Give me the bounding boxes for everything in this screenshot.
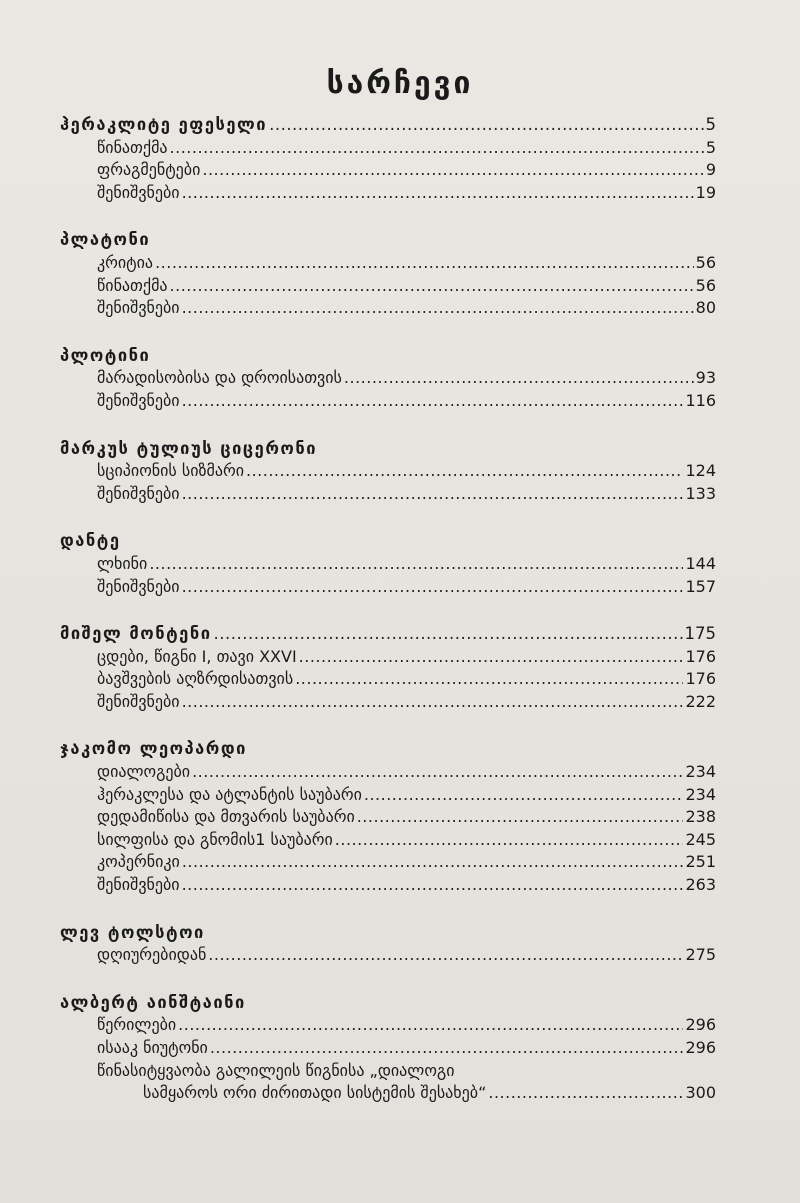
toc-entry (60, 554, 716, 577)
page-number: 175 (684, 624, 716, 644)
page-number: 56 (695, 275, 716, 295)
dot-leader (295, 669, 683, 688)
entry-label: ცდები, წიგნი I, თავი XXVI (97, 646, 297, 666)
dot-leader (182, 577, 684, 596)
entry-label: წინათქმა (97, 275, 168, 295)
entry-label: შენიშვნები (97, 576, 180, 596)
entry-label: შენიშვნები (97, 875, 180, 895)
page-number: 133 (685, 483, 716, 503)
page-number: 9 (705, 160, 716, 180)
toc-entry-continuation (60, 1083, 716, 1106)
toc-entry (60, 692, 716, 715)
dot-leader (488, 1083, 683, 1102)
section-heading (60, 115, 716, 138)
page-number: 296 (685, 1015, 716, 1035)
toc-entry (60, 276, 716, 299)
toc-entry (60, 461, 716, 484)
page-number: 238 (685, 807, 716, 827)
page-number: 234 (685, 762, 716, 782)
section-heading (60, 624, 716, 647)
entry-label: შენიშვნები (97, 298, 180, 318)
dot-leader (178, 1015, 683, 1034)
entry-label: სციპიონის სიზმარი (97, 461, 244, 481)
page-number: 80 (695, 298, 716, 318)
page-number: 157 (685, 576, 716, 596)
page-number: 93 (695, 368, 716, 388)
section-heading-text: ლევ ტოლსტოი (60, 922, 205, 942)
entry-label: შენიშვნები (97, 182, 180, 202)
entry-label: შენიშვნები (97, 483, 180, 503)
dot-leader (149, 554, 683, 573)
toc-section (60, 624, 716, 714)
toc-section (60, 230, 716, 320)
section-heading-text: ჰერაკლიტე ეფესელი (60, 115, 268, 134)
page-number: 176 (685, 669, 716, 689)
dot-leader (208, 945, 683, 964)
page-number: 263 (685, 875, 716, 895)
toc-entry (60, 1061, 716, 1084)
toc-entry (60, 253, 716, 276)
dot-leader (364, 785, 684, 804)
toc-entry (60, 852, 716, 875)
page-number: 234 (685, 784, 716, 804)
entry-label: ლხინი (97, 553, 148, 573)
entry-label-continuation: სამყაროს ორი ძირითადი სისტემის შესახებ“ (143, 1083, 487, 1103)
entry-label: სილფისა და გნომის1 საუბარი (97, 829, 333, 849)
table-of-contents (60, 115, 716, 1131)
section-heading-text: მარკუს ტულიუს ციცერონი (60, 438, 318, 458)
section-heading-text: ჯაკომო ლეოპარდი (60, 739, 247, 759)
toc-entry (60, 484, 716, 507)
toc-entry (60, 160, 716, 183)
entry-label: მარადისობისა და დროისათვის (97, 368, 342, 388)
dot-leader (182, 484, 684, 503)
dot-leader (210, 1038, 684, 1057)
entry-label: შენიშვნები (97, 390, 180, 410)
toc-section (60, 923, 716, 968)
dot-leader (357, 807, 684, 826)
dot-leader (182, 391, 684, 410)
entry-label: ჰერაკლესა და ატლანტის საუბარი (97, 784, 362, 804)
entry-label: ფრაგმენტები (97, 160, 201, 180)
section-heading (60, 531, 716, 554)
toc-section (60, 346, 716, 414)
dot-leader (344, 368, 694, 387)
entry-label: დედამიწისა და მთვარის საუბარი (97, 807, 355, 827)
dot-leader (269, 115, 703, 134)
page-number: 5 (705, 137, 716, 157)
dot-leader (170, 276, 694, 295)
section-heading-text: დანტე (60, 531, 121, 551)
section-heading (60, 439, 716, 462)
dot-leader (170, 138, 704, 157)
toc-section (60, 993, 716, 1106)
toc-entry (60, 945, 716, 968)
page-number: 251 (685, 852, 716, 872)
page-number: 222 (685, 691, 716, 711)
section-heading-text: ალბერტ აინშტაინი (60, 992, 246, 1012)
toc-entry (60, 138, 716, 161)
entry-label: კრიტია (97, 252, 154, 272)
section-heading (60, 346, 716, 369)
dot-leader (182, 852, 684, 871)
dot-leader (299, 647, 684, 666)
dot-leader (202, 160, 703, 179)
dot-leader (246, 461, 683, 480)
toc-entry (60, 1038, 716, 1061)
dot-leader (182, 298, 694, 317)
page-number: 144 (685, 553, 716, 573)
page-number: 5 (705, 115, 716, 134)
page-number: 300 (685, 1083, 716, 1103)
section-heading (60, 230, 716, 253)
toc-entry (60, 830, 716, 853)
toc-section (60, 531, 716, 599)
page-number: 245 (685, 829, 716, 849)
entry-label: დღიურებიდან (97, 945, 207, 965)
page-number: 116 (685, 390, 716, 410)
toc-entry (60, 647, 716, 670)
section-heading-text: პლოტინი (60, 345, 151, 365)
toc-entry (60, 1015, 716, 1038)
section-heading-text: მიშელ მონტენი (60, 624, 212, 644)
toc-section (60, 739, 716, 897)
entry-label: წინასიტყვაობა გალილეის წიგნისა „დიალოგი (97, 1060, 455, 1080)
toc-entry (60, 785, 716, 808)
entry-label: ბავშვების აღზრდისათვის (97, 669, 294, 689)
page-number: 19 (695, 182, 716, 202)
entry-label: შენიშვნები (97, 691, 180, 711)
toc-entry (60, 391, 716, 414)
toc-entry (60, 762, 716, 785)
dot-leader (155, 253, 694, 272)
section-heading (60, 923, 716, 946)
dot-leader (182, 875, 684, 894)
toc-entry (60, 577, 716, 600)
dot-leader (182, 692, 684, 711)
toc-section (60, 115, 716, 205)
toc-entry (60, 807, 716, 830)
dot-leader (182, 183, 694, 202)
section-heading (60, 993, 716, 1016)
toc-section (60, 439, 716, 507)
dot-leader (335, 830, 684, 849)
toc-entry (60, 183, 716, 206)
toc-entry (60, 875, 716, 898)
dot-leader (192, 762, 683, 781)
entry-label: წერილები (97, 1015, 177, 1035)
toc-entry (60, 368, 716, 391)
entry-label: დიალოგები (97, 762, 191, 782)
page-number: 275 (685, 945, 716, 965)
entry-label: ისააკ ნიუტონი (97, 1038, 208, 1057)
page-number: 296 (685, 1038, 716, 1057)
page-number: 56 (695, 252, 716, 272)
page-number: 176 (685, 646, 716, 666)
page-title: სარჩევი (326, 66, 474, 101)
dot-leader (214, 624, 683, 643)
entry-label: კოპერნიკი (97, 852, 180, 872)
page-number: 124 (685, 461, 716, 481)
entry-label: წინათქმა (97, 137, 168, 157)
toc-entry (60, 669, 716, 692)
section-heading-text: პლატონი (60, 230, 151, 250)
section-heading (60, 739, 716, 762)
toc-entry (60, 298, 716, 321)
